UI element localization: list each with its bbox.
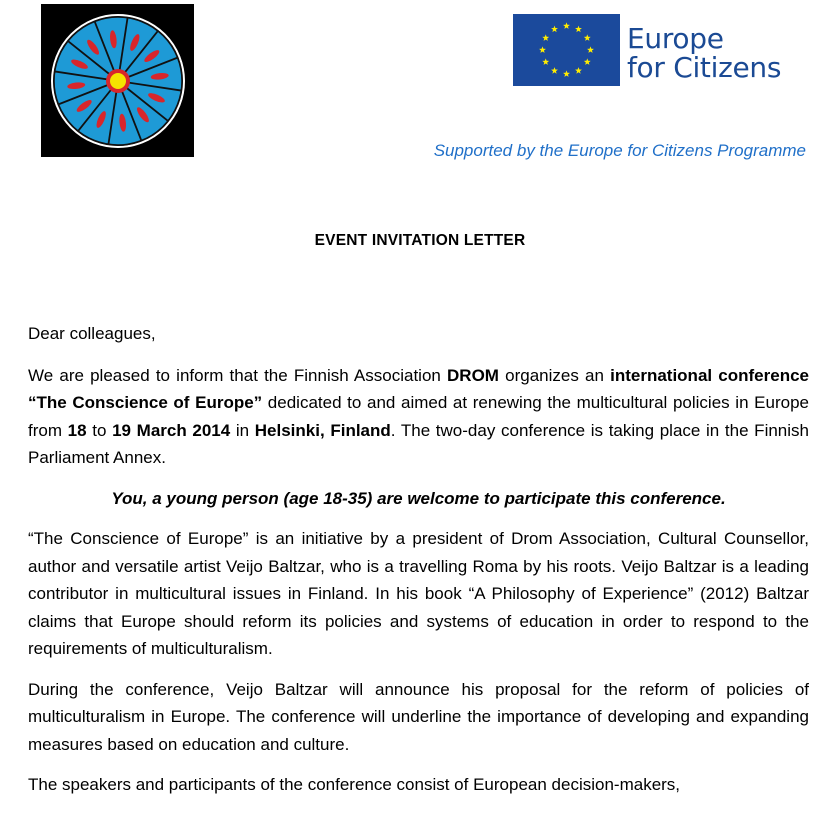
- intro-text-2: organizes an: [498, 365, 611, 385]
- drom-logo: [41, 4, 194, 157]
- intro-text-6: . The two-day conference is taking place in the Finnish Parliament Annex.: [28, 420, 809, 467]
- eu-flag-icon: [513, 14, 620, 86]
- initiative-paragraph: “The Conscience of Europe” is an initiative by a president of Drom Association, Cultural Counsellor, author and versatile artist Veijo Baltzar, who is a travelling Roma by his roots. Veijo Baltzar is a leading contributor in multicultural issues in Finland. In his book “A Philosophy of Experience” (2012) Baltzar claims that Europe should reform its policies and systems of education in order to respond to the requirements of multiculturalism.: [28, 529, 809, 658]
- roma-wheel-logo-icon: [41, 4, 194, 157]
- youth-invitation-highlight: You, a young person (age 18-35) are welcome to participate this conference.: [111, 488, 726, 508]
- intro-text-4: to: [86, 420, 113, 440]
- programme-support-line: Supported by the Europe for Citizens Programme: [433, 141, 806, 160]
- event-location: Helsinki, Finland: [254, 420, 391, 440]
- conference-name: international conference “The Conscience of Europe”: [28, 365, 809, 412]
- association-name: DROM: [447, 365, 499, 385]
- intro-text-3: dedicated to and aimed at renewing the multicultural policies in Europe from: [28, 393, 809, 440]
- intro-text-5: in: [230, 420, 255, 440]
- europe-for-citizens-logo: [513, 14, 808, 90]
- salutation: Dear colleagues,: [28, 324, 156, 343]
- start-date: 18: [67, 420, 87, 440]
- eu-logo-line1: Europe: [627, 22, 724, 55]
- eu-logo-line2: for Citizens: [627, 51, 782, 84]
- wheel-hub: [110, 73, 126, 89]
- proposal-paragraph: During the conference, Veijo Baltzar will announce his proposal for the reform of policies of multiculturalism in Europe. The conference will underline the importance of developing and expanding measures based on education and culture.: [28, 679, 809, 754]
- eu-logo-text: [627, 24, 781, 82]
- intro-text-1: We are pleased to inform that the Finnish Association: [28, 365, 448, 385]
- intro-paragraph: [28, 362, 809, 472]
- letter-body: [28, 320, 809, 812]
- speakers-paragraph: The speakers and participants of the conference consist of European decision-makers,: [28, 775, 681, 794]
- end-date: 19 March 2014: [112, 420, 231, 440]
- letter-title: EVENT INVITATION LETTER: [314, 232, 526, 249]
